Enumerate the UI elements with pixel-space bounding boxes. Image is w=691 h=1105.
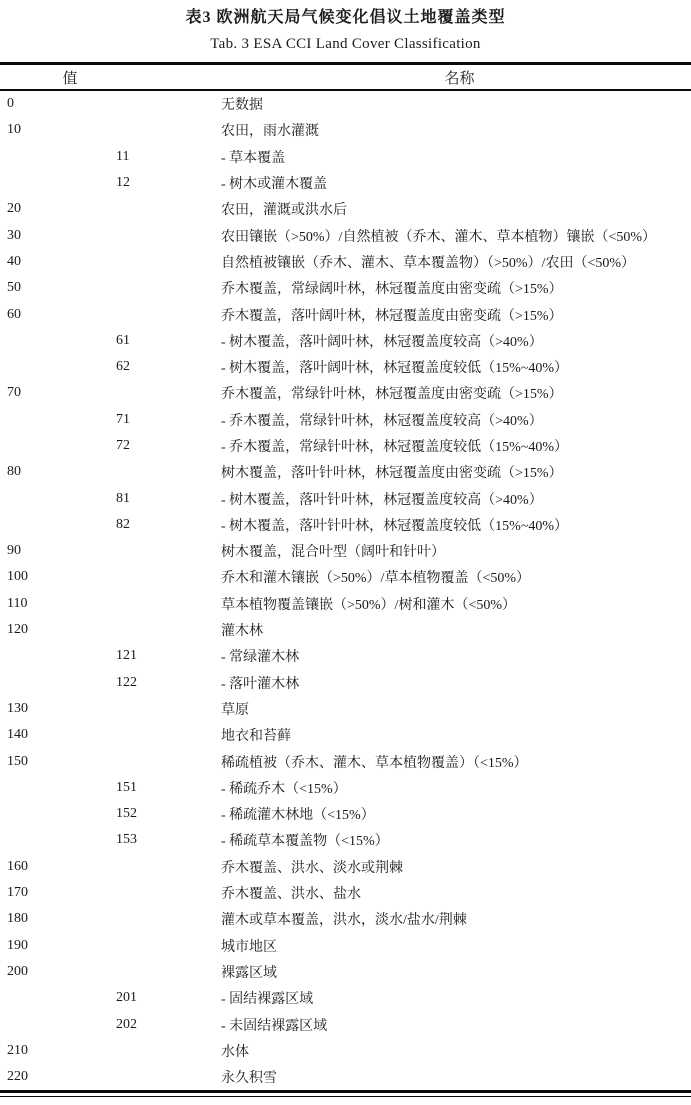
cell-name: 树木覆盖，落叶针叶林，林冠覆盖度由密变疏（>15%） [221,466,563,482]
cell-name: 稀疏植被（乔木、灌木、草本植物覆盖）（<15%） [221,755,528,771]
table-header-row [0,65,691,91]
cell-sub-value: 151 [116,779,137,795]
cell-name: 无数据 [221,98,263,114]
cell-sub-value: 152 [116,806,137,822]
cell-name: - 树木或灌木覆盖 [221,177,328,193]
cell-name: 水体 [221,1044,249,1060]
table-title-zh: 表3 欧洲航天局气候变化倡议土地覆盖类型 [185,9,506,26]
column-header-name: 名称 [444,70,475,87]
table-row [0,1011,691,1037]
cell-value: 40 [7,253,21,269]
table-row [0,775,691,801]
table-row [0,380,691,406]
table-row [0,748,691,774]
cell-value: 130 [7,700,28,716]
table-title-en: Tab. 3 ESA CCI Land Cover Classification [210,36,481,52]
cell-name: - 未固结裸露区域 [221,1018,328,1034]
table-row [0,538,691,564]
cell-sub-value: 72 [116,438,130,453]
cell-sub-value: 12 [116,175,130,191]
cell-value: 150 [7,753,28,769]
cell-sub-value: 62 [116,359,130,375]
table-row [0,906,691,932]
table-row [0,170,691,196]
cell-value: 50 [7,280,21,296]
table-row [0,485,691,511]
table-caption-block [0,0,691,57]
cell-sub-value: 61 [116,332,130,348]
table-row [0,564,691,590]
cell-name: 灌木或草本覆盖，洪水，淡水/盐水/荆棘 [221,913,467,929]
table-row [0,222,691,248]
cell-value: 80 [7,464,21,480]
cell-name: 永久积雪 [221,1071,277,1087]
cell-value: 100 [7,569,28,585]
table-row [0,722,691,748]
table-row [0,801,691,827]
cell-value: 10 [7,122,21,138]
table-row [0,854,691,880]
column-header-value: 值 [62,70,78,87]
table-row [0,670,691,696]
table-row [0,117,691,143]
cell-name: 草原 [221,702,249,718]
cell-name: - 稀疏灌木林地（<15%） [221,808,375,824]
cell-name: - 固结裸露区域 [221,992,314,1008]
cell-name: - 树木覆盖，落叶阔叶林，林冠覆盖度较高（>40%） [221,334,543,350]
cell-value: 170 [7,885,28,901]
cell-sub-value: 121 [116,648,137,664]
cell-name: 自然植被镶嵌（乔木、灌木、草本覆盖物）（>50%）/农田（<50%） [221,255,636,271]
cell-value: 220 [7,1069,28,1085]
table-row [0,512,691,538]
table-row [0,827,691,853]
cell-name: 树木覆盖，混合叶型（阔叶和针叶） [221,545,445,561]
cell-value: 120 [7,622,28,638]
cell-value: 0 [7,96,14,112]
cell-name: 城市地区 [221,939,277,955]
table-row [0,933,691,959]
cell-name: 裸露区域 [221,965,277,981]
cell-value: 210 [7,1042,28,1058]
cell-name: - 树木覆盖，落叶针叶林，林冠覆盖度较低（15%~40%） [221,518,569,534]
cell-value: 190 [7,937,28,953]
cell-value: 110 [7,595,28,611]
cell-name: - 常绿灌木林 [221,650,300,666]
cell-name: 灌木林 [221,624,263,640]
land-cover-table [0,62,691,1097]
cell-sub-value: 81 [116,490,130,506]
cell-name: - 乔木覆盖，常绿针叶林，林冠覆盖度较高（>40%） [221,413,543,429]
cell-name: - 树木覆盖，落叶针叶林，林冠覆盖度较高（>40%） [221,492,543,508]
table-row [0,433,691,459]
table-row [0,643,691,669]
cell-name: - 乔木覆盖，常绿针叶林，林冠覆盖度较低（15%~40%） [221,440,569,455]
cell-name: 农田，雨水灌溉 [221,124,319,140]
table-bottom-rule-thin [0,1096,691,1097]
cell-name: 乔木覆盖，落叶阔叶林，林冠覆盖度由密变疏（>15%） [221,308,563,324]
table-bottom-rule-thick [0,1090,691,1093]
table-row [0,459,691,485]
cell-value: 200 [7,963,28,979]
table-row [0,1064,691,1090]
cell-value: 70 [7,385,21,401]
cell-name: - 落叶灌木林 [221,676,300,692]
cell-sub-value: 71 [116,411,130,427]
table-row [0,354,691,380]
cell-value: 20 [7,201,21,217]
cell-name: 乔木覆盖、洪水、淡水或荆棘 [221,860,403,876]
table-row [0,1038,691,1064]
cell-name: 乔木覆盖，常绿针叶林，林冠覆盖度由密变疏（>15%） [221,387,563,403]
cell-name: 地衣和苔藓 [221,729,291,745]
table-row [0,144,691,170]
table-row [0,985,691,1011]
table-row [0,249,691,275]
table-body [0,91,691,1090]
cell-sub-value: 201 [116,990,137,1006]
table-row [0,301,691,327]
table-row [0,591,691,617]
table-row [0,696,691,722]
table-row [0,275,691,301]
cell-name: - 稀疏草本覆盖物（<15%） [221,834,389,850]
cell-value: 160 [7,858,28,874]
cell-name: 农田镶嵌（>50%）/自然植被（乔木、灌木、草本植物）镶嵌（<50%） [221,229,657,245]
cell-name: - 稀疏乔木（<15%） [221,781,347,797]
cell-name: 乔木和灌木镶嵌（>50%）/草本植物覆盖（<50%） [221,571,531,587]
cell-value: 180 [7,911,28,927]
table-row [0,91,691,117]
cell-name: - 草本覆盖 [221,150,286,166]
cell-sub-value: 202 [116,1016,137,1032]
cell-name: 乔木覆盖，常绿阔叶林，林冠覆盖度由密变疏（>15%） [221,282,563,298]
table-row [0,959,691,985]
cell-name: 乔木覆盖、洪水、盐水 [221,887,361,903]
cell-name: 农田，灌溉或洪水后 [221,203,347,219]
table-row [0,328,691,354]
cell-value: 60 [7,306,21,322]
cell-sub-value: 11 [116,148,130,164]
cell-value: 30 [7,227,21,243]
table-row [0,196,691,222]
table-row [0,407,691,433]
cell-sub-value: 82 [116,516,130,532]
table-row [0,880,691,906]
cell-name: 草本植物覆盖镶嵌（>50%）/树和灌木（<50%） [221,597,517,613]
cell-value: 90 [7,543,21,559]
table-row [0,617,691,643]
cell-value: 140 [7,727,28,743]
cell-sub-value: 153 [116,832,137,848]
cell-name: - 树木覆盖，落叶阔叶林，林冠覆盖度较低（15%~40%） [221,361,569,377]
cell-sub-value: 122 [116,674,137,690]
